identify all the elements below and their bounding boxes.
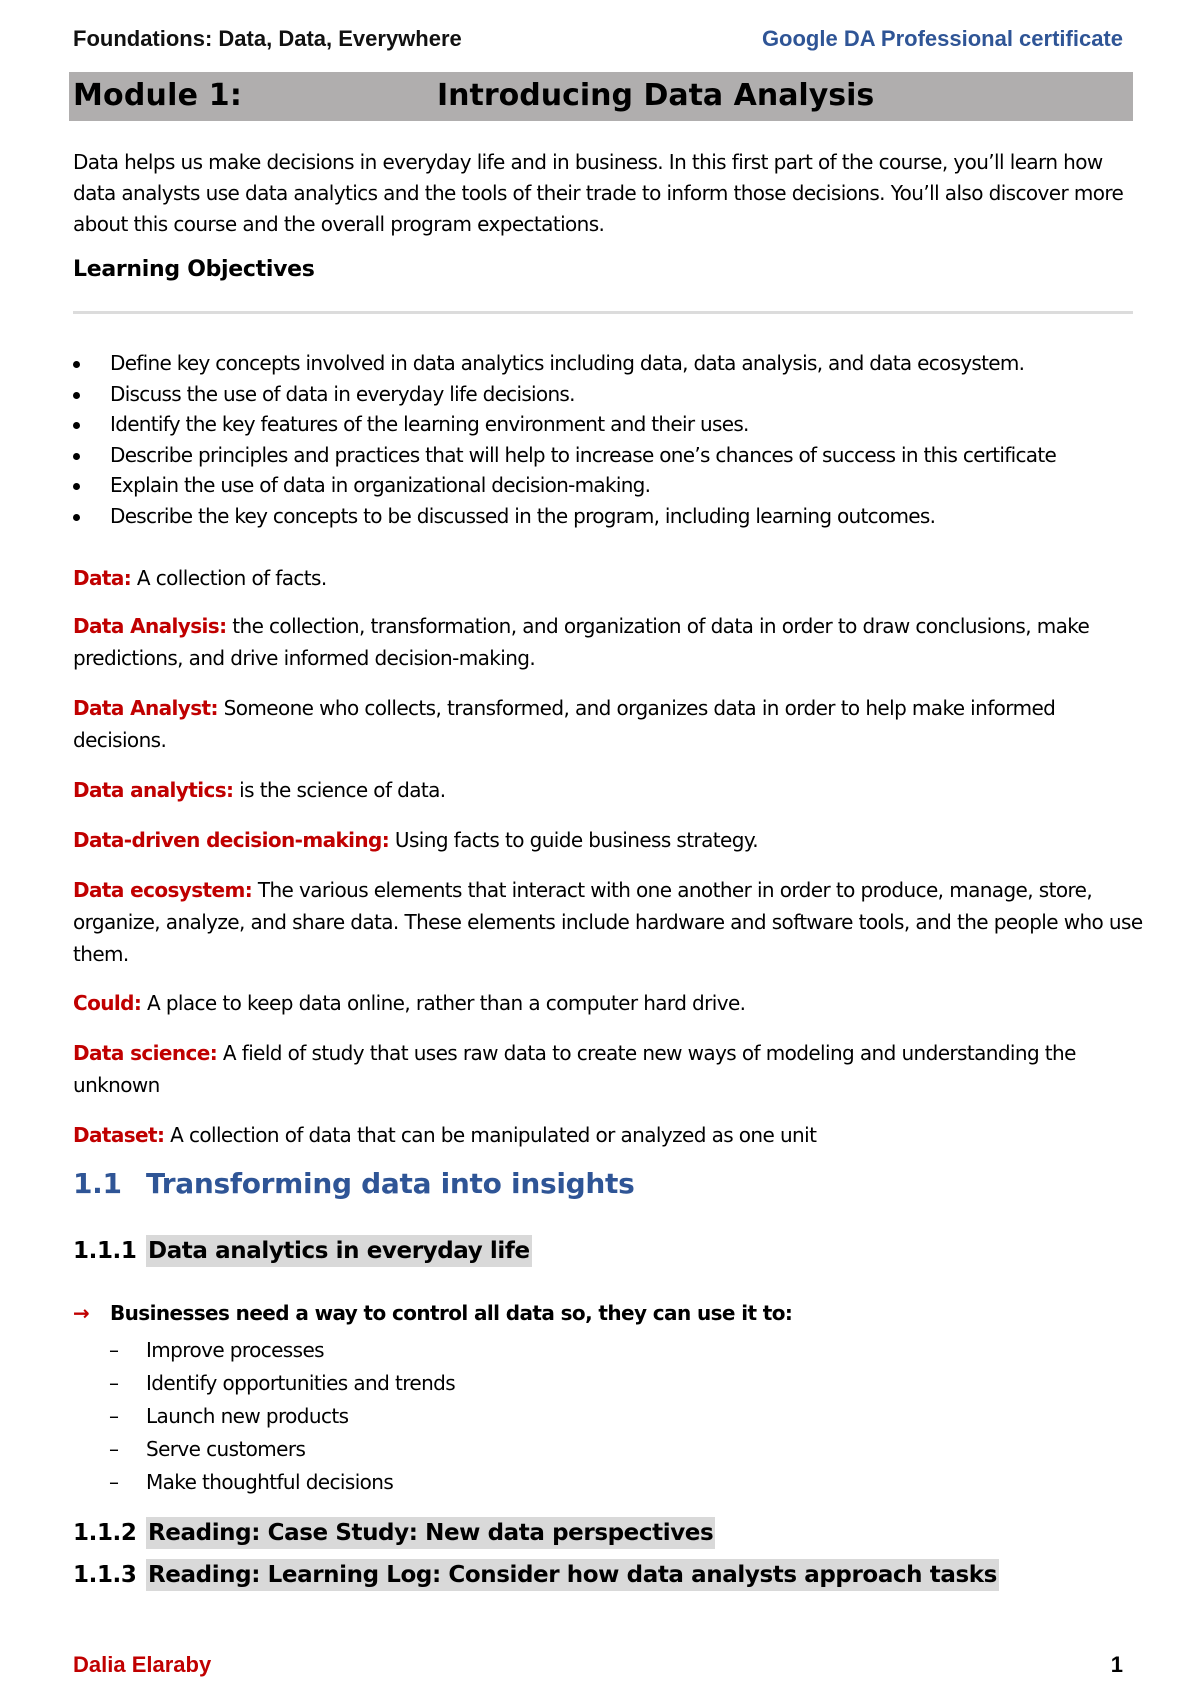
module-title: Introducing Data Analysis [437, 78, 875, 113]
bullet-icon [73, 453, 80, 460]
section-heading: 1.1 Transforming data into insights [73, 1167, 635, 1200]
intro-paragraph: Data helps us make decisions in everyday life and in business. In this first part of the course, you’ll learn how data analysts use data analytics and the tools of their trade to inform those decisions. You’ll also discover more about this course and the overall program expectations. [73, 150, 1124, 236]
footer-author: Dalia Elaraby [73, 1652, 212, 1677]
subsection-heading-everyday-life: 1.1.1 Data analytics in everyday life [73, 1238, 532, 1264]
objectives-list [73, 348, 1056, 531]
divider [73, 311, 1133, 314]
header-certificate: Google DA Professional certificate [761, 26, 1123, 51]
definition-data-analytics: Data analytics: is the science of data. [73, 778, 446, 802]
definition-data-analysis: Data Analysis: the collection, transformation, and organization of data in order to draw conclusions, make predictions, and drive informed decision-making. [73, 614, 1090, 670]
list-item: – Identify opportunities and trends [109, 1371, 456, 1395]
module-label: Module 1: [73, 78, 243, 113]
bullet-icon [73, 483, 80, 490]
business-uses-list [109, 1334, 455, 1499]
list-item: Identify the key features of the learning environment and their uses. [73, 409, 1056, 440]
list-item: – Launch new products [109, 1404, 349, 1428]
header-course-title: Foundations: Data, Data, Everywhere [73, 26, 462, 51]
page-number: 1 [1110, 1652, 1123, 1677]
definition-data-science: Data science: A field of study that uses raw data to create new ways of modeling and understanding the unknown [73, 1041, 1076, 1097]
definition-data-analyst: Data Analyst: Someone who collects, transformed, and organizes data in order to help make informed decisions. [73, 696, 1056, 752]
list-item: Explain the use of data in organizational decision-making. [73, 470, 1056, 501]
list-item: – Make thoughtful decisions [109, 1470, 394, 1494]
definition-cloud: Could: A place to keep data online, rather than a computer hard drive. [73, 991, 746, 1015]
list-item: – Serve customers [109, 1437, 306, 1461]
definition-data-ecosystem: Data ecosystem: The various elements that interact with one another in order to produce, manage, store, organize, analyze, and share data. These elements include hardware and software tools, and the people who use them. [73, 878, 1143, 966]
arrow-right-icon: → [73, 1301, 90, 1325]
bullet-icon [73, 361, 80, 368]
definition-dataset: Dataset: A collection of data that can be manipulated or analyzed as one unit [73, 1123, 817, 1147]
bullet-icon [73, 422, 80, 429]
list-item: Discuss the use of data in everyday life decisions. [73, 379, 1056, 410]
definition-data-driven: Data-driven decision-making: Using facts to guide business strategy. [73, 828, 758, 852]
list-item: – Improve processes [109, 1338, 324, 1362]
bullet-icon [73, 514, 80, 521]
list-item: Describe principles and practices that will help to increase one’s chances of success in this certificate [73, 440, 1056, 471]
subsection-heading-case-study: 1.1.2 Reading: Case Study: New data perspectives [73, 1520, 715, 1546]
subsection-heading-learning-log: 1.1.3 Reading: Learning Log: Consider how data analysts approach tasks [73, 1562, 999, 1588]
definition-data: Data: A collection of facts. [73, 566, 327, 590]
business-lead: → Businesses need a way to control all data so, they can use it to: [73, 1301, 793, 1325]
bullet-icon [73, 392, 80, 399]
list-item: Define key concepts involved in data analytics including data, data analysis, and data ecosystem. [73, 348, 1056, 379]
objectives-heading: Learning Objectives [73, 257, 315, 282]
list-item: Describe the key concepts to be discussed in the program, including learning outcomes. [73, 501, 1056, 532]
